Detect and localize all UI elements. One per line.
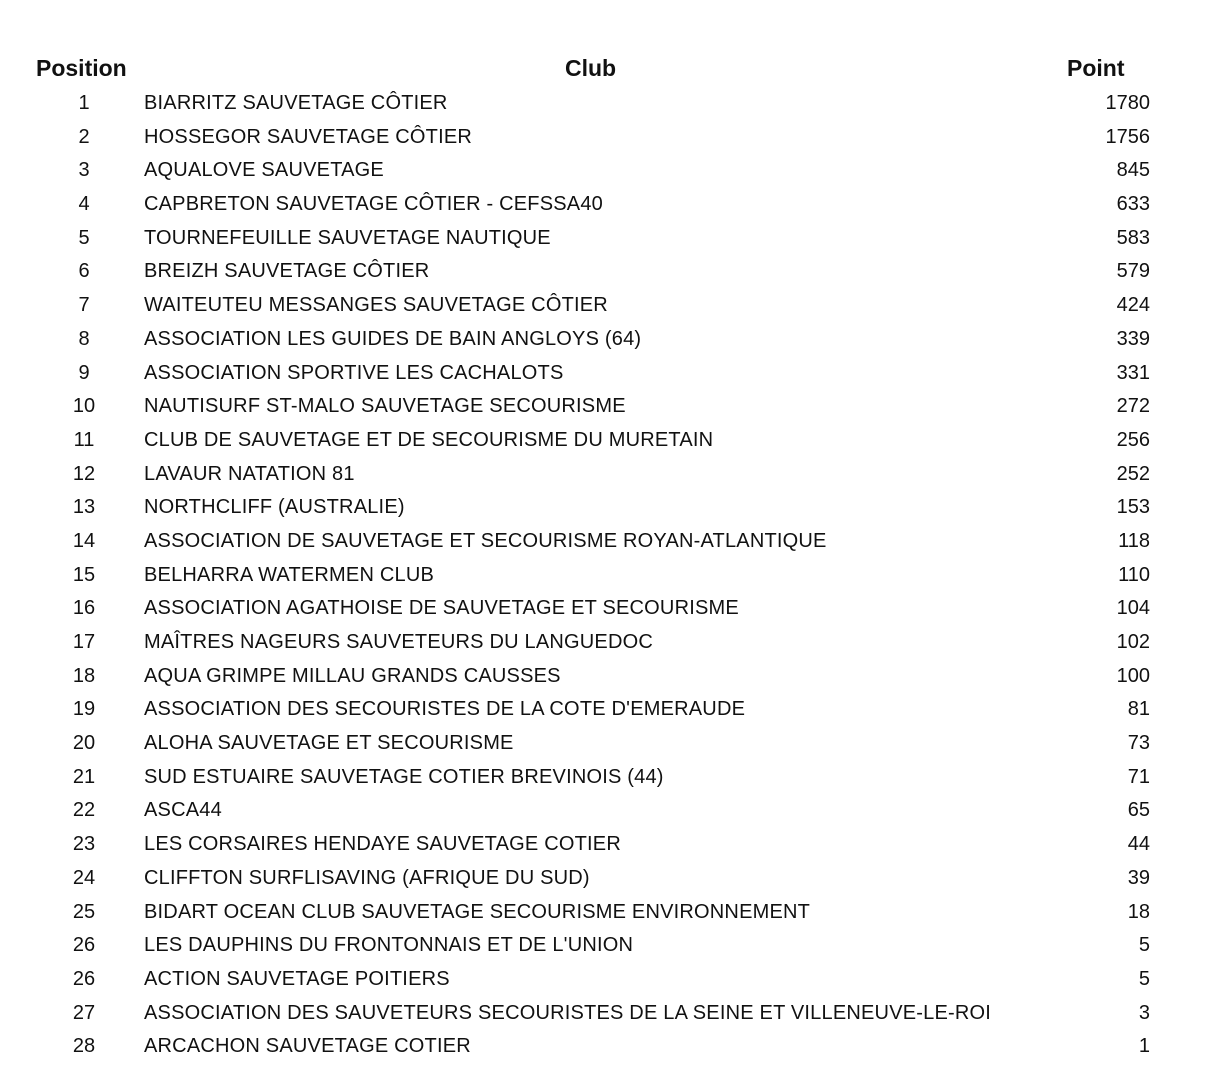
point-cell: 252 — [1116, 462, 1150, 485]
point-cell: 633 — [1116, 193, 1150, 216]
position-cell: 24 — [72, 866, 96, 889]
point-cell: 579 — [1116, 260, 1150, 283]
table-header — [0, 55, 1220, 85]
position-cell: 8 — [78, 327, 90, 350]
club-cell: BIDART OCEAN CLUB SAUVETAGE SECOURISME ENVIRONNEMENT — [144, 900, 811, 923]
point-cell: 100 — [1116, 664, 1150, 687]
point-cell: 73 — [1127, 732, 1150, 755]
position-cell: 13 — [72, 496, 96, 519]
position-cell: 19 — [72, 698, 96, 721]
point-cell: 71 — [1127, 765, 1150, 788]
club-cell: ASSOCIATION DES SAUVETEURS SECOURISTES DE LA SEINE ET VILLENEUVE-LE-ROI — [144, 1001, 992, 1024]
position-cell: 10 — [72, 395, 96, 418]
point-cell: 102 — [1116, 631, 1150, 653]
position-cell: 21 — [72, 765, 96, 788]
table-row — [0, 862, 1220, 896]
point-cell: 1756 — [1105, 125, 1150, 148]
table-row — [0, 761, 1220, 795]
club-cell: ARCACHON SAUVETAGE COTIER — [144, 1035, 471, 1058]
point-cell: 81 — [1127, 698, 1150, 721]
ranking-table-body — [0, 87, 1220, 1064]
point-cell: 1 — [1138, 1035, 1150, 1058]
table-row — [0, 693, 1220, 727]
position-cell: 25 — [72, 900, 96, 923]
club-cell: BREIZH SAUVETAGE CÔTIER — [144, 260, 430, 283]
table-row — [0, 660, 1220, 694]
point-cell: 5 — [1138, 967, 1150, 990]
club-cell: CLIFFTON SURFLISAVING (AFRIQUE DU SUD) — [144, 866, 590, 889]
table-row — [0, 592, 1220, 626]
table-row — [0, 323, 1220, 357]
club-cell: TOURNEFEUILLE SAUVETAGE NAUTIQUE — [144, 226, 551, 249]
club-cell: CLUB DE SAUVETAGE ET DE SECOURISME DU MURETAIN — [144, 428, 714, 451]
position-cell: 20 — [72, 732, 96, 755]
table-row — [0, 289, 1220, 323]
table-row — [0, 154, 1220, 188]
club-cell: ALOHA SAUVETAGE ET SECOURISME — [144, 732, 514, 755]
position-cell: 16 — [72, 597, 96, 620]
position-cell: 17 — [72, 631, 96, 653]
club-cell: ACTION SAUVETAGE POITIERS — [144, 967, 450, 990]
table-row — [0, 794, 1220, 828]
position-column-header: Position — [36, 55, 127, 81]
position-cell: 14 — [72, 529, 96, 552]
table-row — [0, 525, 1220, 559]
point-cell: 583 — [1116, 226, 1150, 249]
table-row — [0, 121, 1220, 155]
club-cell: ASCA44 — [144, 799, 222, 822]
position-cell: 28 — [72, 1035, 96, 1058]
table-row — [0, 390, 1220, 424]
position-cell: 27 — [72, 1001, 96, 1024]
table-row — [0, 828, 1220, 862]
table-row — [0, 255, 1220, 289]
point-cell: 39 — [1127, 866, 1150, 889]
point-cell: 845 — [1116, 159, 1150, 182]
position-cell: 12 — [72, 462, 96, 485]
point-cell: 3 — [1138, 1001, 1150, 1024]
position-cell: 23 — [72, 833, 96, 856]
table-row — [0, 559, 1220, 593]
point-cell: 272 — [1116, 395, 1150, 418]
point-column-header: Point — [1067, 55, 1125, 81]
club-cell: LAVAUR NATATION 81 — [144, 462, 355, 485]
point-cell: 331 — [1116, 361, 1150, 384]
club-cell: MAÎTRES NAGEURS SAUVETEURS DU LANGUEDOC — [144, 631, 653, 653]
table-row — [0, 997, 1220, 1031]
position-cell: 11 — [73, 428, 95, 451]
table-row — [0, 1030, 1220, 1064]
table-row — [0, 896, 1220, 930]
table-row — [0, 963, 1220, 997]
table-row — [0, 87, 1220, 121]
position-cell: 2 — [78, 125, 90, 148]
position-cell: 7 — [78, 294, 90, 317]
club-cell: LES DAUPHINS DU FRONTONNAIS ET DE L'UNION — [144, 934, 634, 957]
club-cell: WAITEUTEU MESSANGES SAUVETAGE CÔTIER — [144, 294, 608, 317]
position-cell: 15 — [72, 563, 96, 586]
club-cell: AQUA GRIMPE MILLAU GRANDS CAUSSES — [144, 664, 561, 687]
table-row — [0, 727, 1220, 761]
club-cell: ASSOCIATION DES SECOURISTES DE LA COTE D'EMERAUDE — [144, 698, 746, 721]
club-cell: LES CORSAIRES HENDAYE SAUVETAGE COTIER — [144, 833, 621, 856]
position-cell: 6 — [78, 260, 90, 283]
club-cell: NORTHCLIFF (AUSTRALIE) — [144, 496, 405, 519]
point-cell: 18 — [1127, 900, 1150, 923]
club-cell: NAUTISURF ST-MALO SAUVETAGE SECOURISME — [144, 395, 626, 418]
club-cell: SUD ESTUAIRE SAUVETAGE COTIER BREVINOIS (44) — [144, 765, 664, 788]
club-cell: ASSOCIATION DE SAUVETAGE ET SECOURISME ROYAN-ATLANTIQUE — [144, 529, 827, 552]
club-cell: AQUALOVE SAUVETAGE — [144, 159, 384, 182]
position-cell: 3 — [78, 159, 90, 182]
position-cell: 18 — [72, 664, 96, 687]
club-cell: BIARRITZ SAUVETAGE CÔTIER — [144, 92, 448, 114]
point-cell: 1780 — [1105, 92, 1150, 114]
table-row — [0, 188, 1220, 222]
club-cell: ASSOCIATION LES GUIDES DE BAIN ANGLOYS (64) — [144, 327, 642, 350]
point-cell: 65 — [1127, 799, 1150, 822]
table-row — [0, 626, 1220, 660]
point-cell: 5 — [1138, 934, 1150, 957]
club-cell: BELHARRA WATERMEN CLUB — [144, 563, 435, 586]
position-cell: 22 — [72, 799, 96, 822]
point-cell: 256 — [1116, 428, 1150, 451]
point-cell: 118 — [1118, 529, 1150, 552]
club-column-header: Club — [565, 55, 617, 81]
table-row — [0, 491, 1220, 525]
table-row — [0, 357, 1220, 391]
position-cell: 9 — [78, 361, 90, 384]
position-cell: 26 — [72, 934, 96, 957]
position-cell: 1 — [78, 92, 90, 114]
table-row — [0, 458, 1220, 492]
point-cell: 104 — [1116, 597, 1150, 620]
club-cell: CAPBRETON SAUVETAGE CÔTIER - CEFSSA40 — [144, 193, 603, 216]
point-cell: 339 — [1116, 327, 1150, 350]
club-cell: ASSOCIATION AGATHOISE DE SAUVETAGE ET SECOURISME — [144, 597, 739, 620]
position-cell: 26 — [72, 967, 96, 990]
point-cell: 424 — [1116, 294, 1150, 317]
position-cell: 5 — [78, 226, 90, 249]
point-cell: 153 — [1116, 496, 1150, 519]
point-cell: 110 — [1118, 563, 1150, 586]
club-cell: ASSOCIATION SPORTIVE LES CACHALOTS — [144, 361, 564, 384]
table-row — [0, 424, 1220, 458]
table-row — [0, 222, 1220, 256]
table-row — [0, 929, 1220, 963]
position-cell: 4 — [78, 193, 90, 216]
point-cell: 44 — [1127, 833, 1150, 856]
club-cell: HOSSEGOR SAUVETAGE CÔTIER — [144, 125, 473, 148]
